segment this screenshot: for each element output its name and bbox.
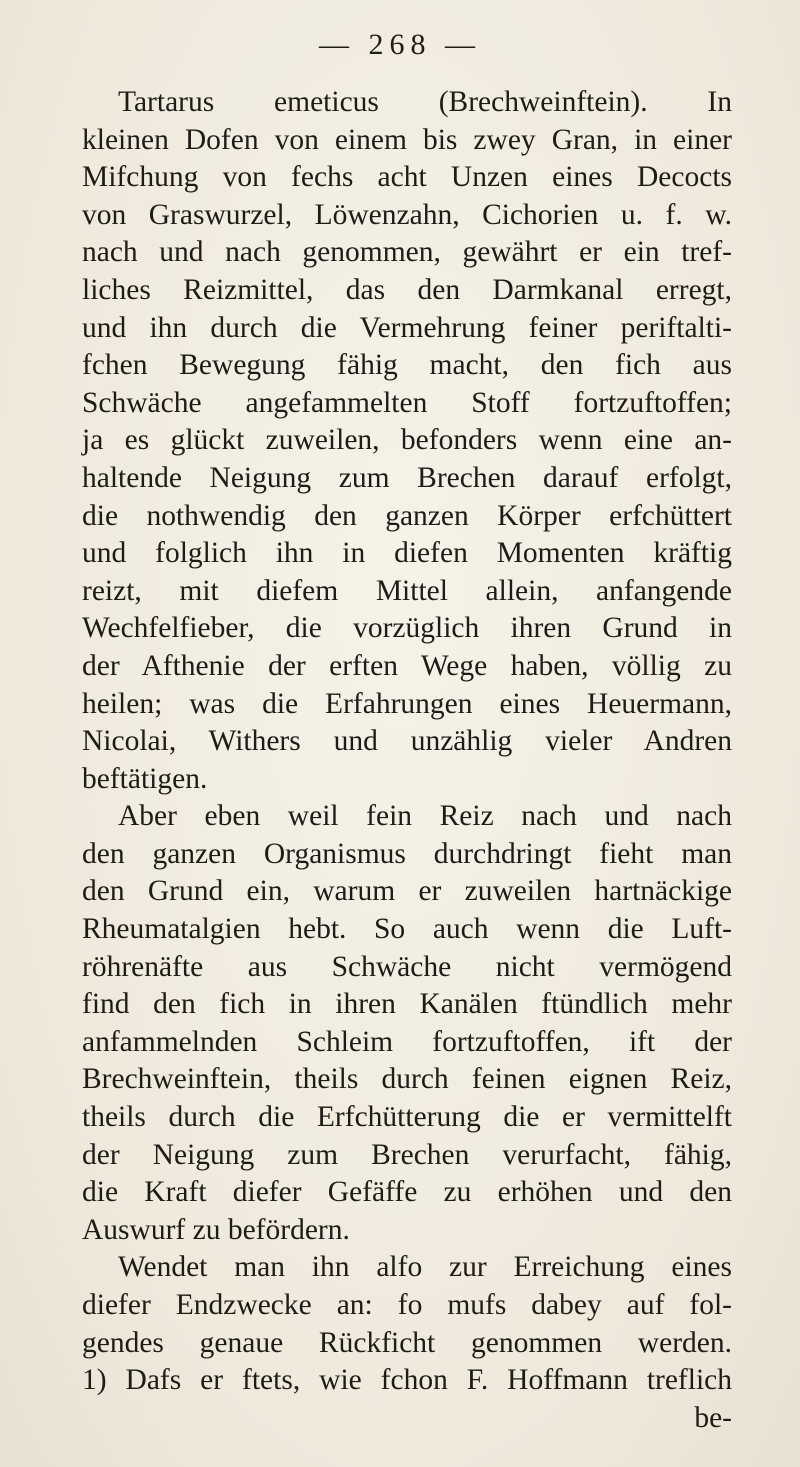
text-line: 1) Dafs er ftets, wie fchon F. Hoffmann treflich xyxy=(82,1364,732,1397)
text-line: Schwäche angefammelten Stoff fortzuftoffen; xyxy=(82,386,732,419)
text-line: Mifchung von fechs acht Unzen eines Decocts xyxy=(82,161,732,194)
text-line: anfammelnden Schleim fortzuftoffen, ift der xyxy=(82,1025,732,1058)
text-line: nach und nach genommen, gewährt er ein tref- xyxy=(82,236,732,269)
text-line: kleinen Dofen von einem bis zwey Gran, in einer xyxy=(82,123,732,156)
text-line: Auswurf zu befördern. xyxy=(82,1213,350,1246)
text-line: Aber eben weil fein Reiz nach und nach xyxy=(118,800,732,833)
text-line: den ganzen Organismus durchdringt fieht man xyxy=(82,837,732,870)
text-line: Wendet man ihn alfo zur Erreichung eines xyxy=(118,1251,732,1284)
text-line: und ihn durch die Vermehrung feiner periftalti- xyxy=(82,311,732,344)
text-line: haltende Neigung zum Brechen darauf erfolgt, xyxy=(82,461,732,494)
text-line: gendes genaue Rückficht genommen werden. xyxy=(82,1326,732,1359)
text-line: heilen; was die Erfahrungen eines Heuermann, xyxy=(82,687,732,720)
body-text xyxy=(82,84,732,1437)
text-line: Rheumatalgien hebt. So auch wenn die Luft- xyxy=(82,913,732,946)
text-line: reizt, mit diefem Mittel allein, anfangende xyxy=(82,574,732,607)
text-line: Wechfelfieber, die vorzüglich ihren Grund in xyxy=(82,612,732,645)
text-line: den Grund ein, warum er zuweilen hartnäckige xyxy=(82,875,732,908)
catchword: be- xyxy=(694,1401,732,1434)
text-line: die nothwendig den ganzen Körper erfchüttert xyxy=(82,499,732,532)
text-line: theils durch die Erfchütterung die er vermittelft xyxy=(82,1101,732,1134)
text-line: die Kraft diefer Gefäffe zu erhöhen und den xyxy=(82,1176,732,1209)
text-line: Brechweinftein, theils durch feinen eignen Reiz, xyxy=(82,1063,732,1096)
text-line: röhrenäfte aus Schwäche nicht vermögend xyxy=(82,950,732,983)
text-line: liches Reizmittel, das den Darmkanal erregt, xyxy=(82,273,732,306)
text-line: fchen Bewegung fähig macht, den fich aus xyxy=(82,349,732,382)
text-line: find den fich in ihren Kanälen ftündlich mehr xyxy=(82,988,732,1021)
text-line: der Neigung zum Brechen verurfacht, fähig, xyxy=(82,1138,732,1171)
text-line: von Graswurzel, Löwenzahn, Cichorien u. f. w. xyxy=(82,198,732,231)
text-line: beftätigen. xyxy=(82,762,208,795)
page-number: — 268 — xyxy=(319,28,481,61)
text-line: der Afthenie der erften Wege haben, völlig zu xyxy=(82,649,732,682)
text-line: ja es glückt zuweilen, befonders wenn eine an- xyxy=(82,424,732,457)
text-line: und folglich ihn in diefen Momenten kräftig xyxy=(82,537,732,570)
text-line: Nicolai, Withers und unzählig vieler Andren xyxy=(82,725,732,758)
text-line: diefer Endzwecke an: fo mufs dabey auf fol- xyxy=(82,1289,732,1321)
text-line: Tartarus emeticus (Brechweinftein). In xyxy=(118,86,732,118)
